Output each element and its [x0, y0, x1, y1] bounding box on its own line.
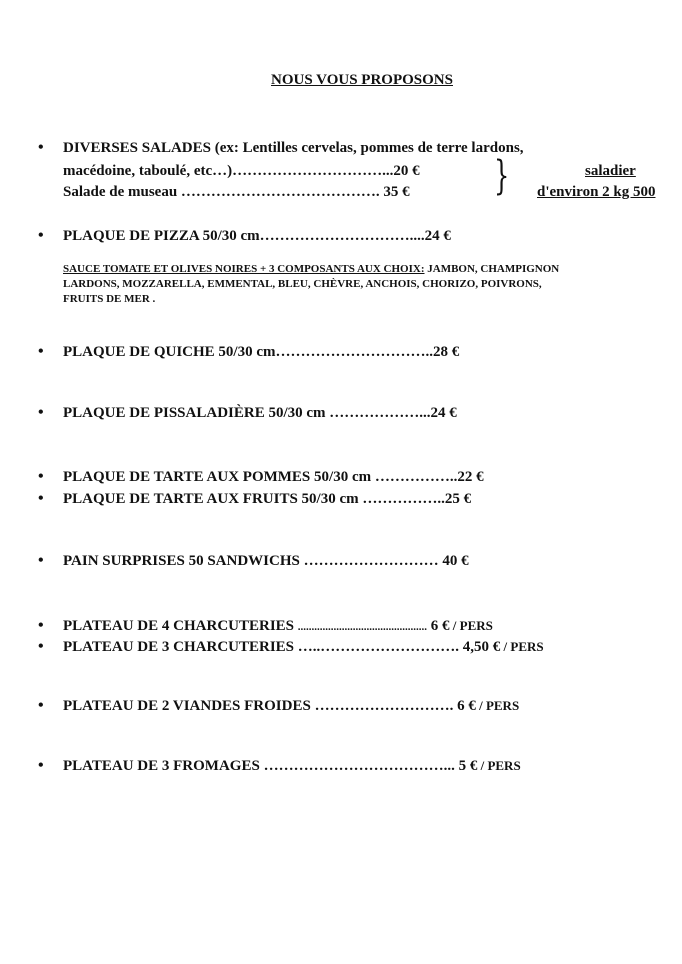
bullet-tarte-fruits: • [38, 490, 44, 507]
charcuteries-4-price: 6 € [427, 618, 450, 634]
bullet-tarte-pommes: • [38, 468, 44, 485]
fromages-line [63, 758, 521, 775]
bullet-salades: • [38, 139, 44, 156]
bullet-charcuteries-3: • [38, 638, 44, 655]
salades-line-1: DIVERSES SALADES (ex: Lentilles cervelas, pommes de terre lardons, [63, 140, 524, 156]
fromages-text: PLATEAU DE 3 FROMAGES ………………………………... 5 € [63, 758, 478, 774]
charcuteries-4-text: PLATEAU DE 4 CHARCUTERIES [63, 618, 298, 634]
pissaladiere-line: PLAQUE DE PISSALADIÈRE 50/30 cm ………………...24 € [63, 405, 457, 421]
salades-brace: } [494, 153, 510, 199]
bullet-pizza: • [38, 227, 44, 244]
tarte-fruits-line: PLAQUE DE TARTE AUX FRUITS 50/30 cm ……………..25 € [63, 491, 472, 507]
pizza-sauce-line-1 [63, 262, 559, 277]
charcuteries-3-unit: / PERS [500, 639, 544, 654]
salades-line-3: Salade de museau …………………………………. 35 € [63, 184, 410, 200]
bullet-fromages: • [38, 757, 44, 774]
tarte-pommes-line: PLAQUE DE TARTE AUX POMMES 50/30 cm ……………..22 € [63, 469, 484, 485]
pizza-line: PLAQUE DE PIZZA 50/30 cm…………………………....24 € [63, 228, 451, 244]
pizza-sauce-line-3: FRUITS DE MER . [63, 293, 156, 305]
quiche-line: PLAQUE DE QUICHE 50/30 cm…………………………..28 € [63, 344, 460, 360]
pizza-sauce-underlined: SAUCE TOMATE ET OLIVES NOIRES + 3 COMPOSANTS AUX CHOIX: [63, 263, 425, 275]
viandes-line [63, 698, 519, 715]
charcuteries-3-text: PLATEAU DE 3 CHARCUTERIES …..………………………. 4,50 € [63, 639, 501, 655]
pizza-sauce-rest: JAMBON, CHAMPIGNON [424, 263, 560, 275]
pain-line: PAIN SURPRISES 50 SANDWICHS ……………………… 40 € [63, 553, 469, 569]
charcuteries-4-unit: / PERS [449, 618, 493, 633]
charcuteries-4-dots: ............................................... [297, 621, 428, 633]
salades-line-2: macédoine, taboulé, etc…)…………………………...20 € [63, 163, 420, 179]
page-title: NOUS VOUS PROPOSONS [271, 72, 453, 88]
salades-note-saladier: saladier [585, 163, 636, 179]
salades-note-weight: d'environ 2 kg 500 [537, 184, 656, 200]
charcuteries-4-line [63, 618, 493, 635]
bullet-pissaladiere: • [38, 404, 44, 421]
pizza-sauce-line-2: LARDONS, MOZZARELLA, EMMENTAL, BLEU, CHÈVRE, ANCHOIS, CHORIZO, POIVRONS, [63, 278, 542, 290]
viandes-unit: / PERS [475, 698, 520, 713]
bullet-charcuteries-4: • [38, 617, 44, 634]
fromages-unit: / PERS [477, 758, 521, 773]
bullet-quiche: • [38, 343, 44, 360]
bullet-pain: • [38, 552, 44, 569]
charcuteries-3-line [63, 639, 544, 656]
bullet-viandes: • [38, 697, 44, 714]
viandes-text: PLATEAU DE 2 VIANDES FROIDES ………………………. 6 € [63, 698, 476, 714]
